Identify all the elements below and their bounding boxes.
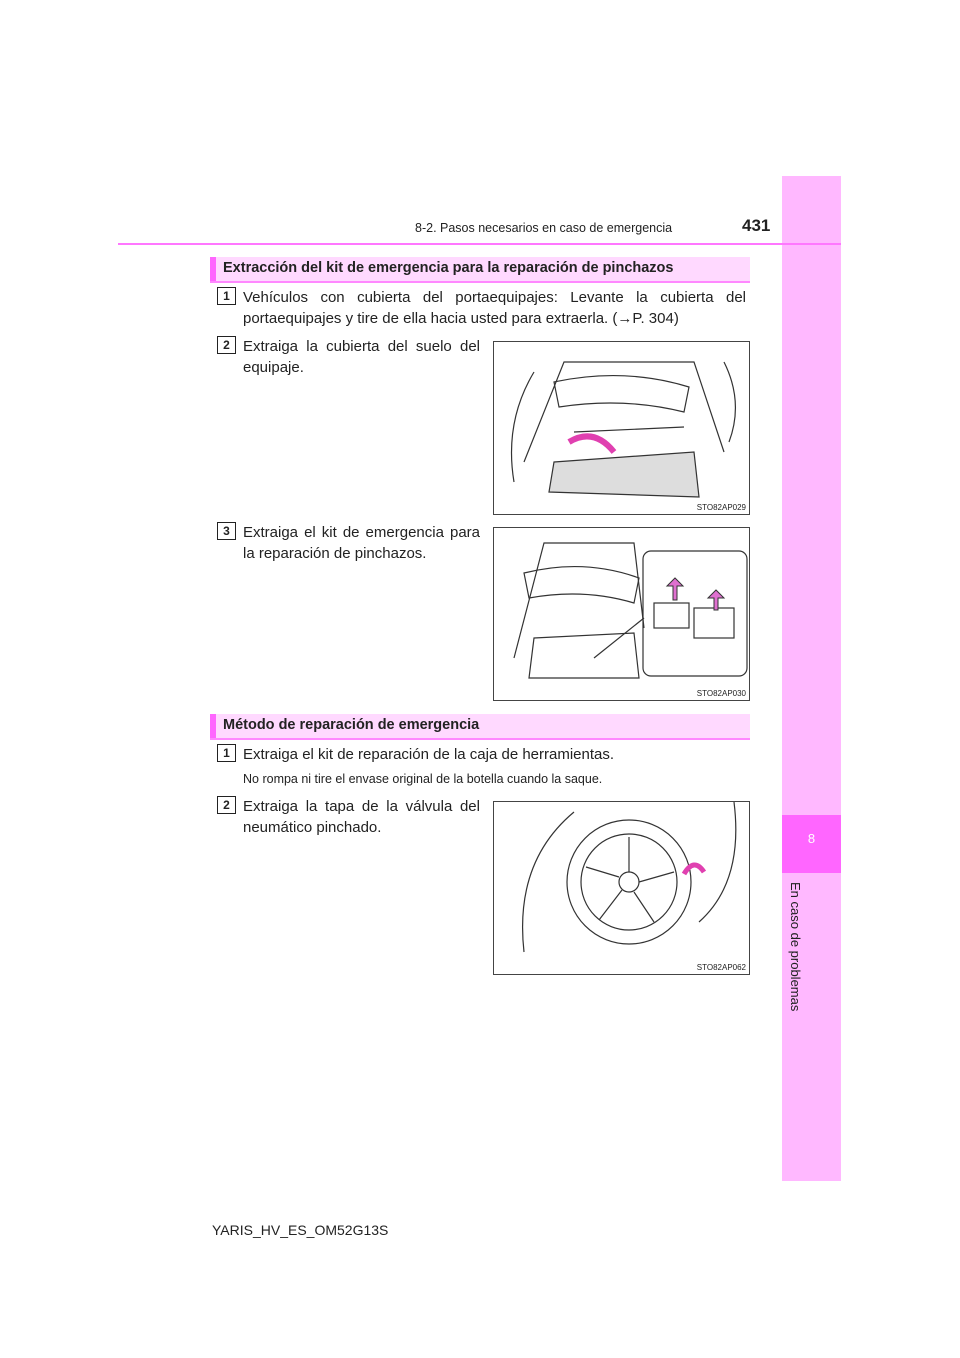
- step-text: Extraiga la tapa de la válvula del neumático pinchado.: [243, 798, 480, 836]
- step-text: Extraiga la cubierta del suelo del equipaje.: [243, 338, 480, 376]
- step-number: 3: [217, 522, 236, 540]
- step-number: 2: [217, 336, 236, 354]
- figure-code: STO82AP029: [696, 503, 746, 512]
- chapter-tab[interactable]: 8: [782, 815, 841, 873]
- step-text: Extraiga el kit de reparación de la caja de herramientas.: [243, 746, 615, 763]
- repair-kit-illustration: [494, 528, 749, 700]
- section-header: 8-2. Pasos necesarios en caso de emergencia: [415, 221, 673, 235]
- header-divider: [118, 243, 841, 245]
- chapter-title: En caso de problemas: [788, 882, 803, 1012]
- trunk-illustration: [494, 342, 749, 514]
- figure-repair-kit: [493, 527, 750, 701]
- step-number: 2: [217, 796, 236, 814]
- step-number: 1: [217, 744, 236, 762]
- section-heading-text: Método de reparación de emergencia: [223, 717, 480, 733]
- section-heading-text: Extracción del kit de emergencia para la reparación de pinchazos: [223, 260, 674, 276]
- step-note: No rompa ni tire el envase original de la botella cuando la saque.: [243, 772, 603, 786]
- figure-code: STO82AP062: [696, 963, 746, 972]
- tire-illustration: [494, 802, 749, 974]
- figure-code: STO82AP030: [696, 689, 746, 698]
- page-number: 431: [742, 216, 771, 235]
- chapter-sidebar: [782, 176, 841, 1181]
- step-text: Extraiga el kit de emergencia para la reparación de pinchazos.: [243, 524, 480, 562]
- figure-valve-cap: [493, 801, 750, 975]
- document-code: YARIS_HV_ES_OM52G13S: [212, 1222, 389, 1238]
- step-number: 1: [217, 287, 236, 305]
- figure-trunk-floor: [493, 341, 750, 515]
- section-heading: [210, 714, 750, 740]
- step-text: Vehículos con cubierta del portaequipajes: Levante la cubierta del portaequipajes y tire de ella hacia usted para extraerla. (→P. 304): [243, 289, 746, 327]
- section-heading: [210, 257, 750, 283]
